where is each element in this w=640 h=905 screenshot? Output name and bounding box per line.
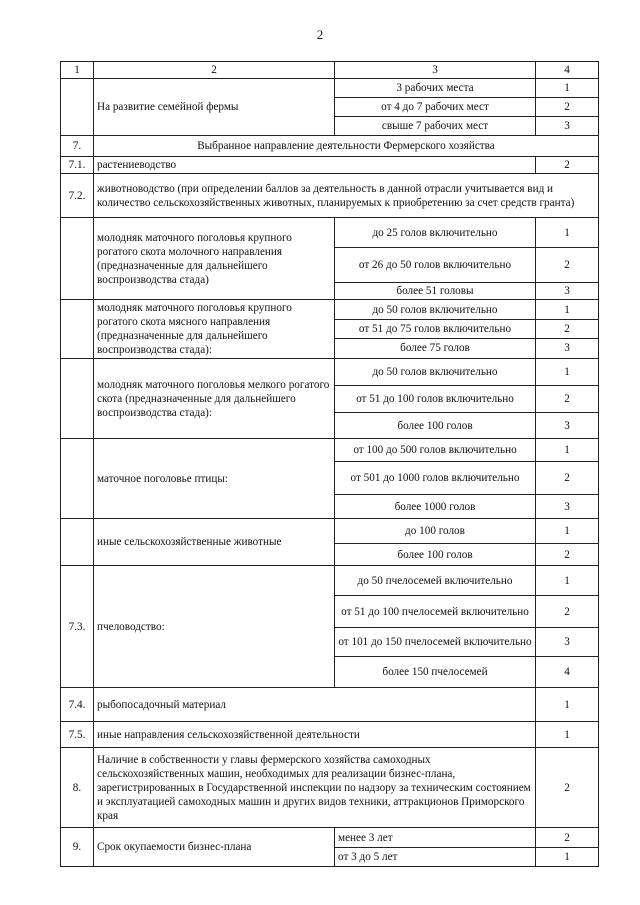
option-text: более 150 пчелосемей: [335, 657, 536, 688]
option-score: 2: [536, 462, 599, 495]
option-text: до 50 голов включительно: [335, 359, 536, 386]
family-farm-num: [61, 79, 94, 136]
option-text: от 4 до 7 рабочих мест: [335, 98, 536, 117]
option-score: 1: [536, 300, 599, 320]
group-row: [61, 439, 599, 462]
family-farm-label: На развитие семейной фермы: [94, 79, 335, 136]
option-score: 1: [536, 519, 599, 544]
page-number: 2: [316, 27, 324, 42]
section-7-3-row: [61, 566, 599, 596]
option-text: более 1000 голов: [335, 495, 536, 519]
group-num: [61, 359, 94, 439]
section-7-5-num: 7.5.: [61, 722, 94, 748]
option-score: 2: [536, 544, 599, 566]
option-text: до 50 пчелосемей включительно: [335, 566, 536, 596]
section-7-2-num: 7.2.: [61, 174, 94, 218]
option-score: 4: [536, 657, 599, 688]
section-7-label: Выбранное направление деятельности Фермерского хозяйства: [94, 136, 599, 157]
header-col-2: 2: [94, 62, 335, 79]
option-score: 3: [536, 283, 599, 300]
option-text: более 100 голов: [335, 544, 536, 566]
option-score: 2: [536, 596, 599, 628]
section-7-4-row: [61, 688, 599, 722]
option-score: 1: [536, 566, 599, 596]
section-9-num: 9.: [61, 828, 94, 867]
option-score: 2: [536, 98, 599, 117]
section-9-label: Срок окупаемости бизнес-плана: [94, 828, 335, 867]
family-farm-row: [61, 79, 599, 98]
option-score: 3: [536, 413, 599, 439]
option-score: 1: [536, 439, 599, 462]
option-score: 1: [536, 848, 599, 867]
section-7-1-num: 7.1.: [61, 157, 94, 174]
section-7-4-label: рыбопосадочный материал: [94, 688, 536, 722]
section-7-4-score: 1: [536, 688, 599, 722]
option-text: от 51 до 100 голов включительно: [335, 386, 536, 413]
section-7-2-label: животноводство (при определении баллов за деятельность в данной отрасли учитывается вид и количество сельскохозяйственных животных, планируемых к приобретению за счет средств гранта): [94, 174, 599, 218]
section-7-3-label: пчеловодство:: [94, 566, 335, 688]
option-text: от 101 до 150 пчелосемей включительно: [335, 628, 536, 657]
group-label: иные сельскохозяйственные животные: [94, 519, 335, 566]
option-score: 3: [536, 495, 599, 519]
option-score: 2: [536, 320, 599, 338]
header-col-1: 1: [61, 62, 94, 79]
option-text: от 501 до 1000 голов включительно: [335, 462, 536, 495]
section-8-row: [61, 748, 599, 828]
section-7-1-row: [61, 157, 599, 174]
section-8-num: 8.: [61, 748, 94, 828]
header-col-4: 4: [536, 62, 599, 79]
option-score: 2: [536, 828, 599, 848]
group-label: молодняк маточного поголовья крупного рогатого скота молочного направления (предназначенные для дальнейшего воспроизводства стада): [94, 218, 335, 300]
group-row: [61, 519, 599, 544]
scoring-table: [60, 61, 599, 867]
section-7-3-num: 7.3.: [61, 566, 94, 688]
group-label: молодняк маточного поголовья мелкого рогатого скота (предназначенные для дальнейшего воспроизводства стада):: [94, 359, 335, 439]
group-num: [61, 519, 94, 566]
group-num: [61, 218, 94, 300]
section-7-4-num: 7.4.: [61, 688, 94, 722]
section-8-label: Наличие в собственности у главы фермерского хозяйства самоходных сельскохозяйственных машин, необходимых для реализации бизнес-плана, зарегистрированных в Государственной инспекции по надзору за техническим состоянием и эксплуатацией самоходных машин и других видов техники, аттракционов Приморского края: [94, 748, 536, 828]
option-text: до 100 голов: [335, 519, 536, 544]
section-7-row: [61, 136, 599, 157]
group-num: [61, 439, 94, 519]
option-text: более 51 головы: [335, 283, 536, 300]
option-text: менее 3 лет: [335, 828, 536, 848]
section-7-5-row: [61, 722, 599, 748]
option-text: до 50 голов включительно: [335, 300, 536, 320]
option-text: более 75 голов: [335, 338, 536, 358]
group-row: [61, 359, 599, 386]
section-7-2-row: [61, 174, 599, 218]
option-text: свыше 7 рабочих мест: [335, 117, 536, 136]
option-text: от 51 до 75 голов включительно: [335, 320, 536, 338]
group-label: молодняк маточного поголовья крупного рогатого скота мясного направления (предназначенные для дальнейшего воспроизводства стада):: [94, 300, 335, 359]
section-7-1-score: 2: [536, 157, 599, 174]
option-score: 2: [536, 386, 599, 413]
option-score: 3: [536, 338, 599, 358]
option-score: 1: [536, 79, 599, 98]
option-text: более 100 голов: [335, 413, 536, 439]
option-score: 2: [536, 248, 599, 283]
option-score: 1: [536, 218, 599, 248]
option-text: 3 рабочих места: [335, 79, 536, 98]
option-text: от 26 до 50 голов включительно: [335, 248, 536, 283]
section-7-1-label: растениеводство: [94, 157, 536, 174]
section-9-row: [61, 828, 599, 848]
option-text: до 25 голов включительно: [335, 218, 536, 248]
option-text: от 51 до 100 пчелосемей включительно: [335, 596, 536, 628]
section-7-num: 7.: [61, 136, 94, 157]
option-text: от 100 до 500 голов включительно: [335, 439, 536, 462]
section-7-5-score: 1: [536, 722, 599, 748]
option-score: 1: [536, 359, 599, 386]
option-score: 3: [536, 628, 599, 657]
group-row: [61, 300, 599, 320]
group-row: [61, 218, 599, 248]
option-text: от 3 до 5 лет: [335, 848, 536, 867]
group-label: маточное поголовье птицы:: [94, 439, 335, 519]
option-score: 3: [536, 117, 599, 136]
header-col-3: 3: [335, 62, 536, 79]
section-8-score: 2: [536, 748, 599, 828]
header-row: [61, 62, 599, 79]
group-num: [61, 300, 94, 359]
section-7-5-label: иные направления сельскохозяйственной деятельности: [94, 722, 536, 748]
